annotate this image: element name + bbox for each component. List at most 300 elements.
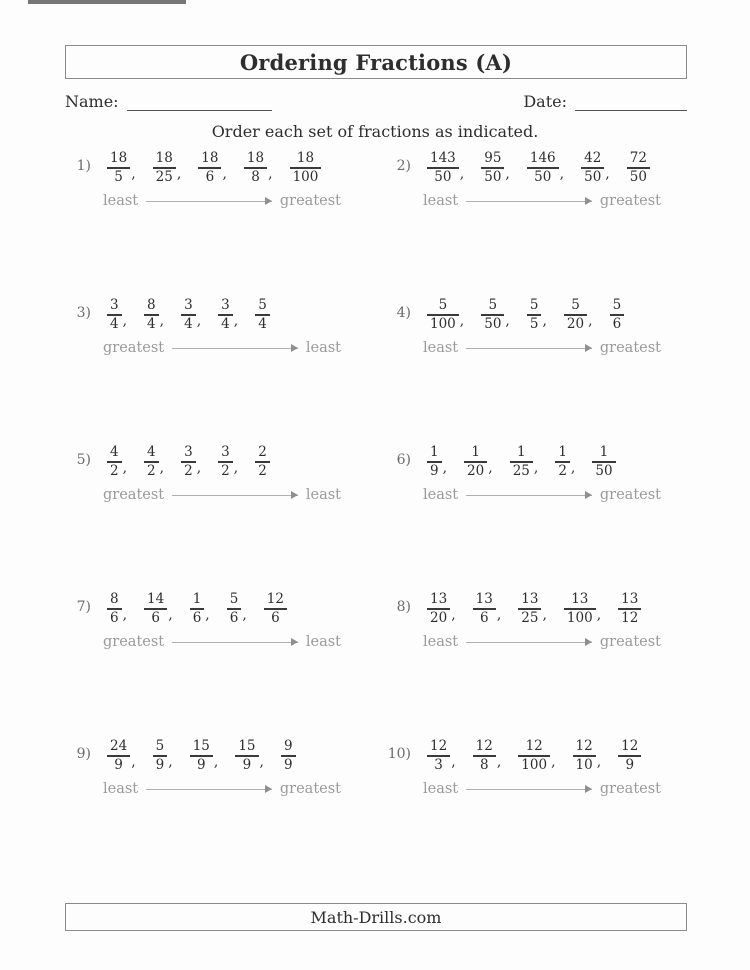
- fraction: [481, 151, 504, 185]
- arrow-head-icon: [291, 344, 298, 352]
- name-blank-line: [127, 95, 272, 111]
- fraction-separator-comma: ,: [459, 165, 465, 182]
- problem: [385, 297, 705, 356]
- fraction: [427, 592, 450, 626]
- problem-body: [103, 149, 341, 209]
- fraction-list: [427, 591, 661, 627]
- fraction-numerator: 15: [238, 737, 256, 754]
- fraction-numerator: 2: [258, 443, 267, 460]
- fraction-denominator: 50: [434, 168, 452, 185]
- fraction-numerator: 3: [110, 296, 119, 313]
- fraction-separator-comma: ,: [176, 165, 182, 182]
- order-start-label: greatest: [103, 487, 165, 503]
- fraction-group: [427, 592, 456, 626]
- fraction-numerator: 18: [296, 149, 315, 166]
- fraction-group: [473, 592, 502, 626]
- order-end-label: least: [305, 340, 341, 356]
- fraction: [153, 151, 176, 185]
- fraction-denominator: 50: [534, 168, 552, 185]
- fraction-group: [527, 151, 564, 185]
- fraction-group: [255, 298, 270, 332]
- order-arrow-row: [423, 193, 661, 209]
- fraction-numerator: 4: [110, 443, 119, 460]
- fraction-group: [153, 739, 173, 773]
- fraction: [144, 592, 167, 626]
- fraction-group: [144, 298, 164, 332]
- fraction-separator-comma: ,: [122, 312, 128, 329]
- order-arrow-row: [103, 193, 341, 209]
- fraction-separator-comma: ,: [533, 459, 539, 476]
- fraction-group: [427, 151, 464, 185]
- arrow-head-icon: [585, 638, 592, 646]
- fraction-denominator: 2: [258, 462, 267, 479]
- fraction-group: [144, 592, 173, 626]
- fraction-list: [107, 150, 341, 186]
- arrow-head-icon: [265, 197, 272, 205]
- fraction-separator-comma: ,: [505, 165, 510, 182]
- fraction-separator-comma: ,: [551, 753, 556, 770]
- fraction-list: [107, 591, 341, 627]
- fraction-group: [190, 739, 219, 773]
- fraction-separator-comma: ,: [605, 165, 610, 182]
- fraction-list: [427, 297, 661, 333]
- fraction-numerator: 95: [484, 149, 502, 166]
- fraction-numerator: 42: [584, 149, 602, 166]
- fraction-separator-comma: ,: [570, 459, 576, 476]
- fraction-denominator: 4: [147, 315, 156, 332]
- fraction-separator-comma: ,: [442, 459, 448, 476]
- order-end-label: greatest: [599, 193, 661, 209]
- fraction: [281, 739, 296, 773]
- arrow-head-icon: [585, 344, 592, 352]
- fraction-numerator: 13: [521, 590, 539, 607]
- fraction-list: [427, 150, 661, 186]
- order-end-label: greatest: [599, 781, 661, 797]
- fraction-group: [107, 151, 136, 185]
- fraction-group: [244, 151, 273, 185]
- fraction: [518, 592, 541, 626]
- fraction-numerator: 3: [184, 296, 193, 313]
- fraction-numerator: 14: [147, 590, 165, 607]
- problem-body: [103, 737, 341, 797]
- arrow-head-icon: [291, 491, 298, 499]
- fraction-group: [610, 298, 625, 332]
- worksheet-title-box: [65, 45, 687, 79]
- fraction-group: [481, 298, 510, 332]
- fraction-separator-comma: ,: [233, 459, 239, 476]
- order-end-label: least: [305, 634, 341, 650]
- fraction-separator-comma: ,: [596, 606, 602, 623]
- fraction: [107, 298, 122, 332]
- fraction: [144, 298, 159, 332]
- fraction: [427, 298, 459, 332]
- fraction-numerator: 5: [155, 737, 165, 754]
- fraction-group: [290, 151, 322, 185]
- fraction-numerator: 5: [229, 590, 239, 607]
- problem-body: [103, 590, 341, 650]
- fraction-group: [618, 739, 641, 773]
- problem-number: 10): [387, 746, 411, 762]
- fraction-separator-comma: ,: [542, 312, 547, 329]
- fraction-group: [107, 739, 136, 773]
- order-arrow-row: [103, 340, 341, 356]
- fraction-group: [107, 445, 127, 479]
- instruction-text: Order each set of fractions as indicated.: [211, 122, 539, 141]
- fraction-numerator: 12: [475, 737, 493, 754]
- fraction-group: [153, 151, 182, 185]
- fraction-denominator: 12: [621, 609, 639, 626]
- fraction-numerator: 9: [283, 737, 293, 754]
- fraction-denominator: 6: [110, 609, 119, 626]
- fraction-numerator: 1: [430, 443, 439, 460]
- fraction: [627, 151, 650, 185]
- fraction-denominator: 100: [292, 168, 319, 185]
- name-label: Name:: [65, 92, 119, 111]
- fraction-group: [235, 739, 264, 773]
- problem: [65, 591, 385, 650]
- fraction: [527, 151, 559, 185]
- order-start-label: least: [423, 340, 459, 356]
- problem-number: 7): [76, 599, 91, 615]
- problem: [65, 738, 385, 797]
- fraction-denominator: 50: [595, 462, 613, 479]
- fraction: [618, 739, 641, 773]
- fraction: [144, 445, 159, 479]
- fraction-denominator: 50: [484, 168, 502, 185]
- arrow-line: [146, 789, 272, 790]
- fraction-denominator: 100: [430, 315, 456, 332]
- problem-number: 9): [76, 746, 91, 762]
- fraction-group: [190, 592, 210, 626]
- fraction: [592, 445, 615, 479]
- fraction-denominator: 25: [512, 462, 530, 479]
- problems-grid: [65, 150, 705, 797]
- fraction-separator-comma: ,: [496, 753, 502, 770]
- fraction-numerator: 12: [430, 737, 448, 754]
- fraction-denominator: 8: [479, 756, 489, 773]
- fraction-group: [281, 739, 296, 773]
- fraction-denominator: 6: [151, 609, 160, 626]
- fraction-denominator: 4: [258, 315, 267, 332]
- fraction-separator-comma: ,: [159, 312, 165, 329]
- order-arrow-row: [423, 634, 661, 650]
- fraction-separator-comma: ,: [451, 753, 456, 770]
- fraction-list: [427, 444, 661, 480]
- arrow-line: [466, 348, 592, 349]
- fraction-separator-comma: ,: [159, 459, 165, 476]
- fraction-numerator: 15: [192, 737, 210, 754]
- fraction: [107, 151, 130, 185]
- fraction-group: [518, 592, 547, 626]
- fraction-denominator: 25: [521, 609, 539, 626]
- fraction-denominator: 2: [558, 462, 567, 479]
- date-label: Date:: [523, 92, 567, 111]
- fraction: [107, 592, 122, 626]
- fraction-separator-comma: ,: [205, 606, 210, 623]
- fraction-group: [481, 151, 510, 185]
- fraction: [573, 739, 596, 773]
- fraction-numerator: 18: [155, 149, 173, 166]
- fraction-separator-comma: ,: [588, 312, 593, 329]
- fraction: [218, 298, 233, 332]
- fraction-group: [564, 592, 601, 626]
- fraction-group: [464, 445, 493, 479]
- fraction-numerator: 1: [558, 443, 567, 460]
- fraction-denominator: 20: [566, 315, 585, 332]
- fraction-numerator: 18: [110, 149, 128, 166]
- fraction-numerator: 146: [529, 149, 556, 166]
- fraction-group: [218, 298, 238, 332]
- fraction-denominator: 6: [205, 168, 215, 185]
- problem-body: [423, 443, 661, 503]
- footer-text: Math-Drills.com: [310, 907, 442, 927]
- problem: [65, 444, 385, 503]
- fraction-numerator: 3: [221, 443, 230, 460]
- fraction-denominator: 50: [629, 168, 647, 185]
- arrow-line: [146, 201, 272, 202]
- fraction-denominator: 50: [484, 315, 502, 332]
- fraction: [564, 592, 596, 626]
- fraction-group: [527, 298, 547, 332]
- fraction: [510, 445, 533, 479]
- order-start-label: least: [423, 487, 459, 503]
- fraction: [610, 298, 625, 332]
- problem-number: 1): [76, 158, 91, 174]
- fraction-group: [255, 445, 270, 479]
- fraction-denominator: 2: [184, 462, 193, 479]
- problem: [385, 444, 705, 503]
- fraction: [481, 298, 504, 332]
- order-arrow-row: [423, 781, 661, 797]
- fraction-group: [227, 592, 247, 626]
- fraction-numerator: 5: [488, 296, 498, 313]
- fraction: [581, 151, 604, 185]
- fraction-denominator: 9: [155, 756, 165, 773]
- fraction-numerator: 13: [475, 590, 493, 607]
- fraction-denominator: 8: [251, 168, 260, 185]
- fraction: [198, 151, 221, 185]
- fraction-numerator: 12: [525, 737, 543, 754]
- fraction-separator-comma: ,: [505, 312, 510, 329]
- problem-body: [103, 443, 341, 503]
- problem-body: [423, 296, 661, 356]
- order-end-label: greatest: [279, 193, 341, 209]
- fraction: [618, 592, 641, 626]
- problem: [385, 150, 705, 209]
- fraction-denominator: 9: [242, 756, 252, 773]
- fraction: [244, 151, 267, 185]
- fraction: [264, 592, 287, 626]
- fraction: [255, 445, 270, 479]
- fraction-group: [581, 151, 610, 185]
- fraction-numerator: 4: [147, 443, 156, 460]
- fraction: [427, 445, 442, 479]
- fraction: [555, 445, 570, 479]
- fraction-separator-comma: ,: [496, 606, 502, 623]
- order-arrow-row: [423, 487, 661, 503]
- fraction-denominator: 100: [521, 756, 548, 773]
- problem-body: [423, 149, 661, 209]
- order-start-label: least: [103, 193, 139, 209]
- fraction-numerator: 5: [612, 296, 622, 313]
- fraction-group: [510, 445, 539, 479]
- fraction-group: [427, 445, 447, 479]
- fraction-separator-comma: ,: [242, 606, 247, 623]
- fraction: [290, 151, 322, 185]
- fraction-numerator: 72: [629, 149, 647, 166]
- fraction-group: [627, 151, 650, 185]
- fraction-numerator: 13: [621, 590, 639, 607]
- fraction: [190, 592, 205, 626]
- fraction-separator-comma: ,: [488, 459, 493, 476]
- fraction-denominator: 9: [114, 756, 123, 773]
- fraction-group: [618, 592, 641, 626]
- order-start-label: least: [423, 634, 459, 650]
- fraction-separator-comma: ,: [542, 606, 547, 623]
- problem-number: 2): [396, 158, 411, 174]
- order-arrow-row: [103, 487, 341, 503]
- order-arrow-row: [103, 634, 341, 650]
- fraction-group: [144, 445, 164, 479]
- problem: [385, 738, 705, 797]
- fraction-list: [427, 738, 661, 774]
- fraction-group: [218, 445, 238, 479]
- fraction-denominator: 6: [479, 609, 489, 626]
- fraction-group: [107, 298, 127, 332]
- arrow-line: [172, 495, 298, 496]
- fraction-denominator: 9: [625, 756, 635, 773]
- fraction-separator-comma: ,: [168, 606, 173, 623]
- fraction-numerator: 12: [266, 590, 284, 607]
- order-start-label: least: [423, 193, 459, 209]
- problem-number: 4): [396, 305, 411, 321]
- fraction-numerator: 18: [201, 149, 219, 166]
- fraction-denominator: 20: [467, 462, 485, 479]
- fraction-separator-comma: ,: [213, 753, 219, 770]
- problem: [385, 591, 705, 650]
- fraction-group: [198, 151, 227, 185]
- fraction-separator-comma: ,: [596, 753, 602, 770]
- fraction-denominator: 9: [430, 462, 439, 479]
- order-arrow-row: [103, 781, 341, 797]
- fraction-numerator: 8: [147, 296, 156, 313]
- fraction-numerator: 13: [430, 590, 448, 607]
- fraction-denominator: 4: [110, 315, 119, 332]
- name-date-row: [65, 92, 687, 111]
- footer-box: [65, 903, 687, 931]
- problem-number: 6): [396, 452, 411, 468]
- fraction: [255, 298, 270, 332]
- fraction-denominator: 20: [430, 609, 448, 626]
- order-end-label: least: [305, 487, 341, 503]
- fraction-denominator: 4: [184, 315, 193, 332]
- fraction: [107, 445, 122, 479]
- fraction-denominator: 50: [584, 168, 602, 185]
- fraction-group: [592, 445, 615, 479]
- fraction-numerator: 3: [184, 443, 193, 460]
- fraction-separator-comma: ,: [268, 165, 273, 182]
- fraction: [473, 739, 496, 773]
- fraction-numerator: 24: [110, 737, 128, 754]
- fraction-numerator: 1: [516, 443, 526, 460]
- problem-number: 3): [76, 305, 91, 321]
- fraction: [107, 739, 130, 773]
- order-start-label: greatest: [103, 340, 165, 356]
- order-end-label: greatest: [279, 781, 341, 797]
- fraction: [564, 298, 587, 332]
- fraction: [427, 151, 459, 185]
- fraction: [153, 739, 168, 773]
- order-start-label: least: [103, 781, 139, 797]
- fraction-group: [427, 739, 456, 773]
- problem: [65, 297, 385, 356]
- fraction: [235, 739, 258, 773]
- fraction-numerator: 1: [599, 443, 609, 460]
- order-end-label: greatest: [599, 634, 661, 650]
- date-blank-line: [575, 95, 687, 111]
- fraction-numerator: 5: [438, 296, 448, 313]
- fraction-denominator: 5: [114, 168, 123, 185]
- fraction-group: [264, 592, 287, 626]
- fraction-separator-comma: ,: [222, 165, 227, 182]
- fraction: [181, 298, 196, 332]
- fraction: [464, 445, 487, 479]
- arrow-line: [466, 495, 592, 496]
- page-title: Ordering Fractions (A): [239, 49, 513, 75]
- fraction-numerator: 3: [221, 296, 230, 313]
- fraction-separator-comma: ,: [196, 312, 202, 329]
- fraction-group: [473, 739, 502, 773]
- fraction-numerator: 1: [471, 443, 480, 460]
- fraction-denominator: 10: [575, 756, 593, 773]
- arrow-head-icon: [585, 491, 592, 499]
- fraction-denominator: 5: [529, 315, 539, 332]
- fraction-separator-comma: ,: [131, 165, 136, 182]
- fraction-denominator: 2: [221, 462, 230, 479]
- order-end-label: greatest: [599, 487, 661, 503]
- fraction-numerator: 8: [110, 590, 119, 607]
- order-end-label: greatest: [599, 340, 661, 356]
- fraction-numerator: 5: [258, 296, 267, 313]
- fraction-denominator: 2: [110, 462, 119, 479]
- fraction-group: [564, 298, 593, 332]
- fraction-separator-comma: ,: [559, 165, 565, 182]
- fraction-separator-comma: ,: [122, 459, 128, 476]
- fraction-separator-comma: ,: [131, 753, 136, 770]
- fraction-group: [427, 298, 464, 332]
- fraction-denominator: 9: [283, 756, 293, 773]
- fraction-separator-comma: ,: [259, 753, 264, 770]
- fraction: [527, 298, 542, 332]
- fraction-denominator: 2: [147, 462, 156, 479]
- fraction-separator-comma: ,: [196, 459, 202, 476]
- arrow-head-icon: [291, 638, 298, 646]
- fraction-list: [107, 738, 341, 774]
- fraction-separator-comma: ,: [459, 312, 465, 329]
- fraction-denominator: 3: [434, 756, 443, 773]
- fraction-denominator: 100: [566, 609, 593, 626]
- fraction-numerator: 5: [529, 296, 539, 313]
- fraction: [227, 592, 242, 626]
- fraction-separator-comma: ,: [122, 606, 128, 623]
- fraction-denominator: 4: [221, 315, 230, 332]
- fraction: [518, 739, 550, 773]
- fraction-group: [107, 592, 127, 626]
- arrow-line: [466, 201, 592, 202]
- order-arrow-row: [423, 340, 661, 356]
- fraction-group: [573, 739, 602, 773]
- arrow-line: [172, 348, 298, 349]
